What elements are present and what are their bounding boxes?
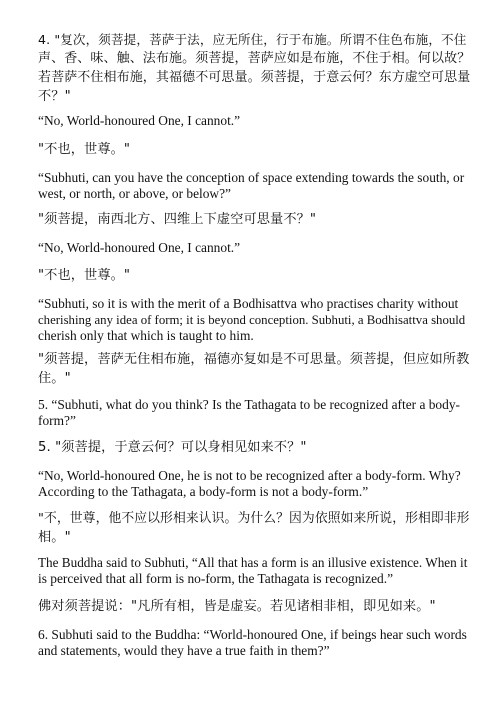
text-line: The Buddha said to Subhuti, “All that has a form is an illusive existence. When it [38, 555, 468, 570]
text-line: "不也，世尊。" [38, 268, 131, 283]
text-line: west, or north, or above, or below?” [38, 186, 231, 201]
text-line: 佛对须菩提说："凡所有相，皆是虚妄。若见诸相非相，即见如来。" [38, 599, 436, 614]
text-line: “Subhuti, can you have the conception of space extending towards the south, or [38, 170, 465, 185]
paragraph-en-merit [38, 296, 470, 344]
text-line: is perceived that all form is no-form, the Tathagata is recognized.” [38, 571, 394, 586]
text-line: 不？" [38, 89, 71, 104]
paragraph-en-body-form [38, 468, 470, 500]
text-line: and statements, would they have a true faith in them?” [38, 643, 330, 658]
paragraph-zh-verse-5 [38, 438, 470, 457]
paragraph-en-reply [38, 113, 470, 129]
text-line: "须菩提，菩萨无住相布施，福德亦复如是不可思量。须菩提，但应如所教 [38, 352, 470, 367]
paragraph-en-illusive [38, 555, 470, 587]
text-line: 6. Subhuti said to the Buddha: “World-honoured One, if beings hear such words [38, 627, 467, 642]
text-line: “No, World-honoured One, I cannot.” [38, 113, 241, 128]
paragraph-zh-body-form [38, 509, 470, 547]
text-line: "须菩提，南西北方、四维上下虚空可思量不？" [38, 212, 317, 227]
paragraph-zh-reply-2 [38, 266, 470, 285]
paragraph-en-verse-6 [38, 627, 470, 659]
text-line: 声、香、味、触、法布施。须菩提，菩萨应如是布施，不住于相。何以故？ [38, 51, 471, 66]
paragraph-en-verse-5 [38, 397, 470, 429]
paragraph-en-question-space [38, 170, 470, 202]
text-line: According to the Tathagata, a body-form is not a body-form.” [38, 484, 369, 499]
text-line: 住。" [38, 371, 71, 386]
text-line: form?” [38, 413, 76, 428]
text-line: 4. "复次，须菩提，菩萨于法，应无所住，行于布施。所谓不住色布施，不住 [38, 32, 467, 47]
text-line: “No, World-honoured One, I cannot.” [38, 240, 241, 255]
text-line: cherishing any idea of form; it is beyond conception. Subhuti, a Bodhisattva should [38, 313, 466, 327]
paragraph-zh-verse-4 [38, 30, 470, 106]
paragraph-en-reply-2 [38, 240, 470, 256]
text-line: cherish only that which is taught to him. [38, 328, 254, 343]
text-line: 5. "须菩提，于意云何？可以身相见如来不？" [38, 440, 307, 455]
text-line: "不，世尊，他不应以形相来认识。为什么？因为依照如来所说，形相即非形 [38, 511, 470, 526]
paragraph-zh-question-space [38, 210, 470, 229]
text-line: 5. “Subhuti, what do you think? Is the Tathagata to be recognized after a body- [38, 397, 460, 412]
text-line: “No, World-honoured One, he is not to be recognized after a body-form. Why? [38, 468, 461, 483]
text-line: "不也，世尊。" [38, 142, 131, 157]
paragraph-zh-reply [38, 140, 470, 159]
text-line: “Subhuti, so it is with the merit of a Bodhisattva who practises charity without [38, 296, 459, 311]
text-line: 若菩萨不住相布施，其福德不可思量。须菩提，于意云何？东方虚空可思量 [38, 70, 471, 85]
text-line: 相。" [38, 530, 71, 545]
paragraph-zh-illusive [38, 597, 470, 616]
paragraph-zh-merit [38, 350, 470, 388]
